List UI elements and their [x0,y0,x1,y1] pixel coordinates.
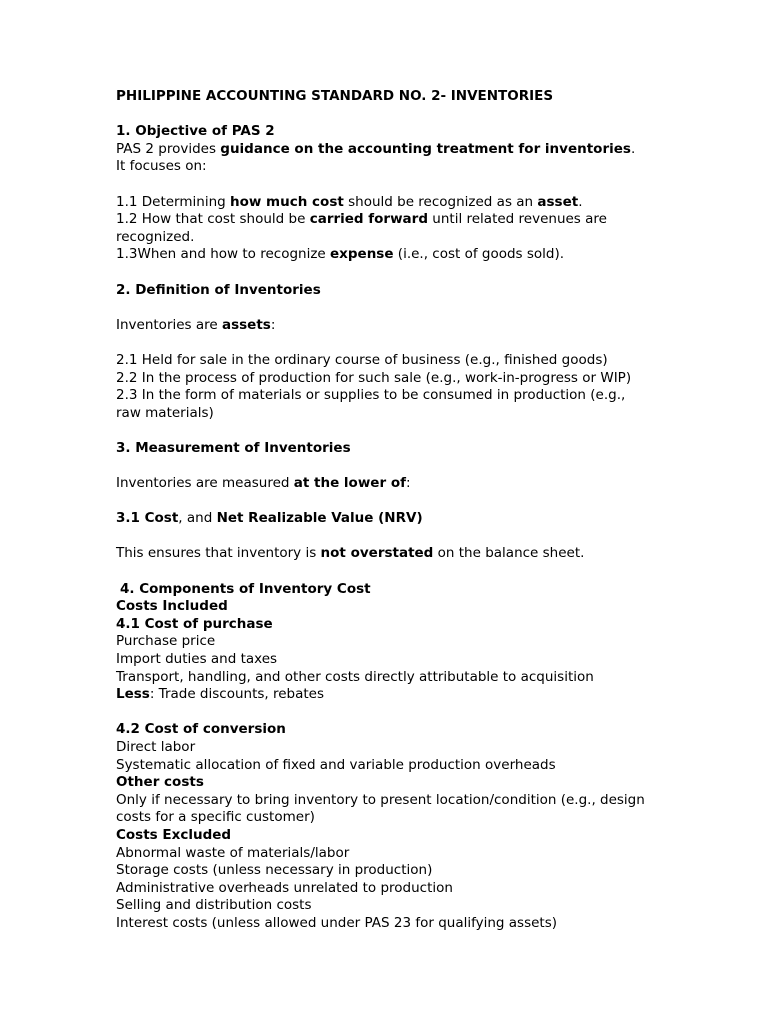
list-item: Systematic allocation of fixed and variable production overheads [116,756,556,773]
list-item: Import duties and taxes [116,651,278,667]
section-2-item-3: 2.3 In the form of materials or supplies to be consumed in production (e.g., [116,387,626,404]
list-item: Interest costs (unless allowed under PAS 23 for qualifying assets) [116,914,558,931]
section-1-intro: PAS 2 provides guidance on the accounting treatment for inventories. [116,140,636,157]
section-1-heading: 1. Objective of PAS 2 [116,123,275,140]
document-page [116,88,756,933]
section-2-intro: Inventories are assets: [116,316,276,333]
section-4-heading: 4. Components of Inventory Cost [120,580,371,597]
section-2-heading: 2. Definition of Inventories [116,281,321,298]
section-2-item-3-cont: raw materials) [116,404,214,421]
section-2-item-2: 2.2 In the process of production for such sale (e.g., work-in-progress or WIP) [116,369,632,386]
document-title: PHILIPPINE ACCOUNTING STANDARD NO. 2- INVENTORIES [116,88,554,104]
cost-of-conversion-heading: 4.2 Cost of conversion [116,721,286,738]
list-item: Direct labor [116,738,196,755]
section-3-item: 3.1 Cost, and Net Realizable Value (NRV) [116,510,423,527]
section-3-heading: 3. Measurement of Inventories [116,439,351,456]
other-costs-text: Only if necessary to bring inventory to present location/condition (e.g., design [116,791,645,808]
list-item: Storage costs (unless necessary in production) [116,862,433,879]
section-1-item-2: 1.2 How that cost should be carried forward until related revenues are [116,211,607,228]
costs-excluded-heading: Costs Excluded [116,826,232,843]
list-item: Administrative overheads unrelated to production [116,879,453,896]
other-costs-heading: Other costs [116,774,204,791]
section-2-item-1: 2.1 Held for sale in the ordinary course of business (e.g., finished goods) [116,351,608,368]
list-item: Abnormal waste of materials/labor [116,844,350,861]
list-item: Transport, handling, and other costs directly attributable to acquisition [116,668,594,685]
list-item: Selling and distribution costs [116,897,312,914]
other-costs-text-cont: costs for a specific customer) [116,809,315,826]
less-line: Less: Trade discounts, rebates [116,686,325,703]
section-1-item-2-cont: recognized. [116,228,195,245]
costs-included-heading: Costs Included [116,598,228,615]
section-3-note: This ensures that inventory is not overstated on the balance sheet. [116,545,585,562]
section-1-intro-2: It focuses on: [116,158,207,175]
cost-of-purchase-heading: 4.1 Cost of purchase [116,615,273,632]
section-3-intro: Inventories are measured at the lower of: [116,475,411,492]
list-item: Purchase price [116,633,216,650]
section-1-item-3: 1.3When and how to recognize expense (i.e., cost of goods sold). [116,246,565,263]
section-1-item-1: 1.1 Determining how much cost should be recognized as an asset. [116,193,583,210]
